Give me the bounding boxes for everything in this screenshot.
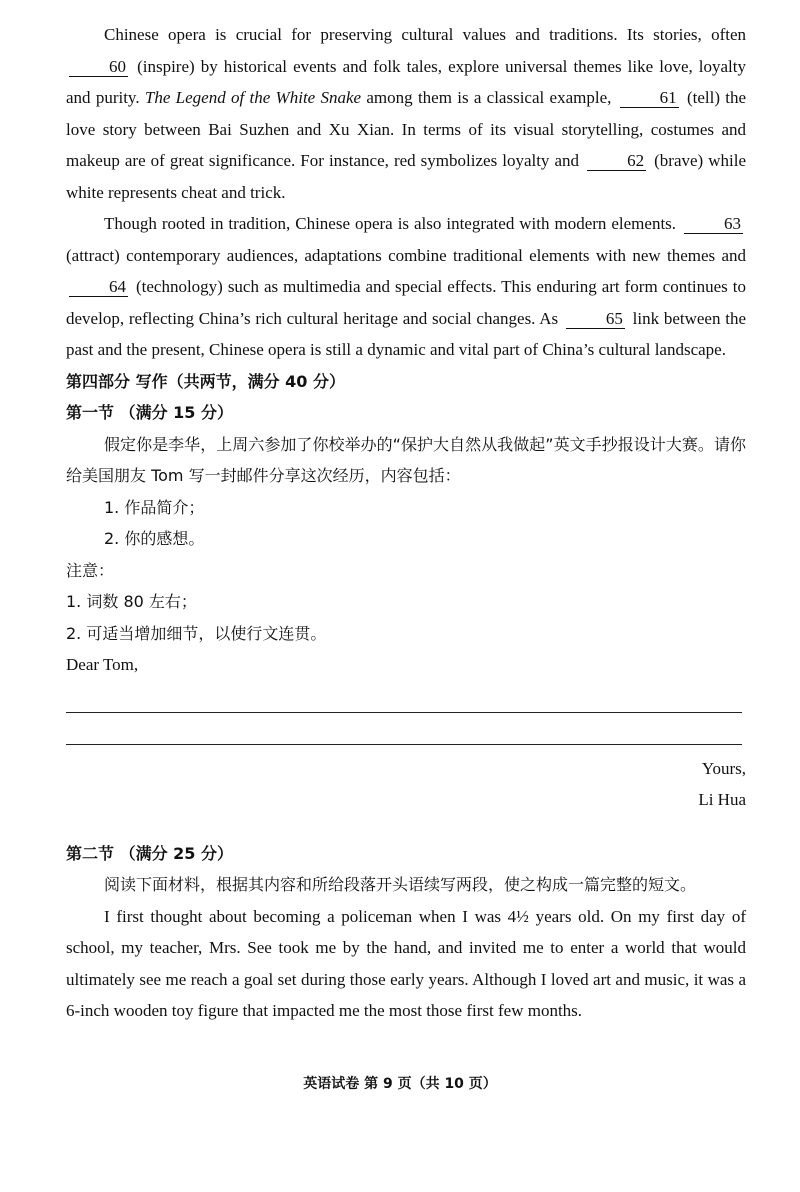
answer-line[interactable] (66, 713, 742, 745)
page-content (66, 19, 746, 1027)
notes-title: 注意： (66, 560, 115, 580)
story-paragraph: I first thought about becoming a policeman when I was 4½ years old. On my first day of school, my teacher, Mrs. See took me by the hand, and invited me to enter a world that would ultimately see me reach a goal set during those early years. Although I loved art and music, it was a 6-inch wooden toy figure that impacted me the most those first few months. (66, 906, 746, 1020)
passage-text: link between the past and the present, Chinese opera is still a dynamic and vital part of China’s cultural landscape. (66, 308, 746, 359)
blank-63[interactable]: 63 (684, 215, 743, 234)
section-one-title: 第一节 （满分 15 分） (66, 403, 233, 422)
passage-paragraph-2 (66, 208, 746, 366)
closing: Yours, (701, 758, 746, 778)
signature: Li Hua (698, 790, 746, 809)
blank-60[interactable]: 60 (69, 58, 128, 77)
passage-text: (inspire) by historical events and folk tales, explore universal themes like love, loyalty and purity. (66, 56, 747, 107)
blank-65[interactable]: 65 (566, 310, 625, 329)
salutation: Dear Tom, (66, 655, 139, 674)
opera-title: The Legend of the White Snake (144, 88, 362, 107)
answer-line[interactable] (66, 681, 742, 713)
passage-text: Though rooted in tradition, Chinese opera is also integrated with modern elements. (104, 214, 677, 233)
blank-64[interactable]: 64 (69, 278, 128, 297)
section-two-prompt: 阅读下面材料，根据其内容和所给段落开头语续写两段，使之构成一篇完整的短文。 (104, 875, 697, 894)
passage-text: Chinese opera is crucial for preserving cultural values and traditions. Its stories, often (104, 25, 746, 44)
content-item: 1. 作品简介； (104, 497, 205, 517)
section-two-title: 第二节 （满分 25 分） (66, 843, 233, 863)
passage-text: (tell) the love story between Bai Suzhen and Xu Xian. In terms of its visual storytelling, costumes and makeup are of great significance. For instance, red symbolizes loyalty and (66, 88, 747, 170)
content-item: 2. 你的感想。 (104, 529, 205, 548)
part-four-title: 第四部分 写作（共两节，满分 40 分） (66, 371, 345, 391)
blank-62[interactable]: 62 (587, 152, 646, 171)
passage-text: (brave) while white represents cheat and trick. (66, 151, 747, 202)
page-footer: 英语试卷 第 9 页（共 10 页） (303, 1076, 497, 1092)
passage-text: (technology) such as multimedia and special effects. This enduring art form continues to develop, reflecting China’s rich cultural heritage and social changes. As (66, 277, 747, 328)
section-one-prompt: 假定你是李华，上周六参加了你校举办的“保护大自然从我做起”英文手抄报设计大赛。请你给美国朋友 Tom 写一封邮件分享这次经历，内容包括： (66, 434, 746, 485)
blank-61[interactable]: 61 (620, 89, 679, 108)
passage-text: among them is a classical example, (366, 88, 612, 107)
note-item: 1. 词数 80 左右； (66, 592, 197, 611)
note-item: 2. 可适当增加细节，以使行文连贯。 (66, 623, 327, 643)
passage-text: (attract) contemporary audiences, adaptations combine traditional elements with new themes and (66, 245, 746, 265)
spacer (66, 816, 746, 838)
passage-paragraph-1 (66, 19, 746, 208)
